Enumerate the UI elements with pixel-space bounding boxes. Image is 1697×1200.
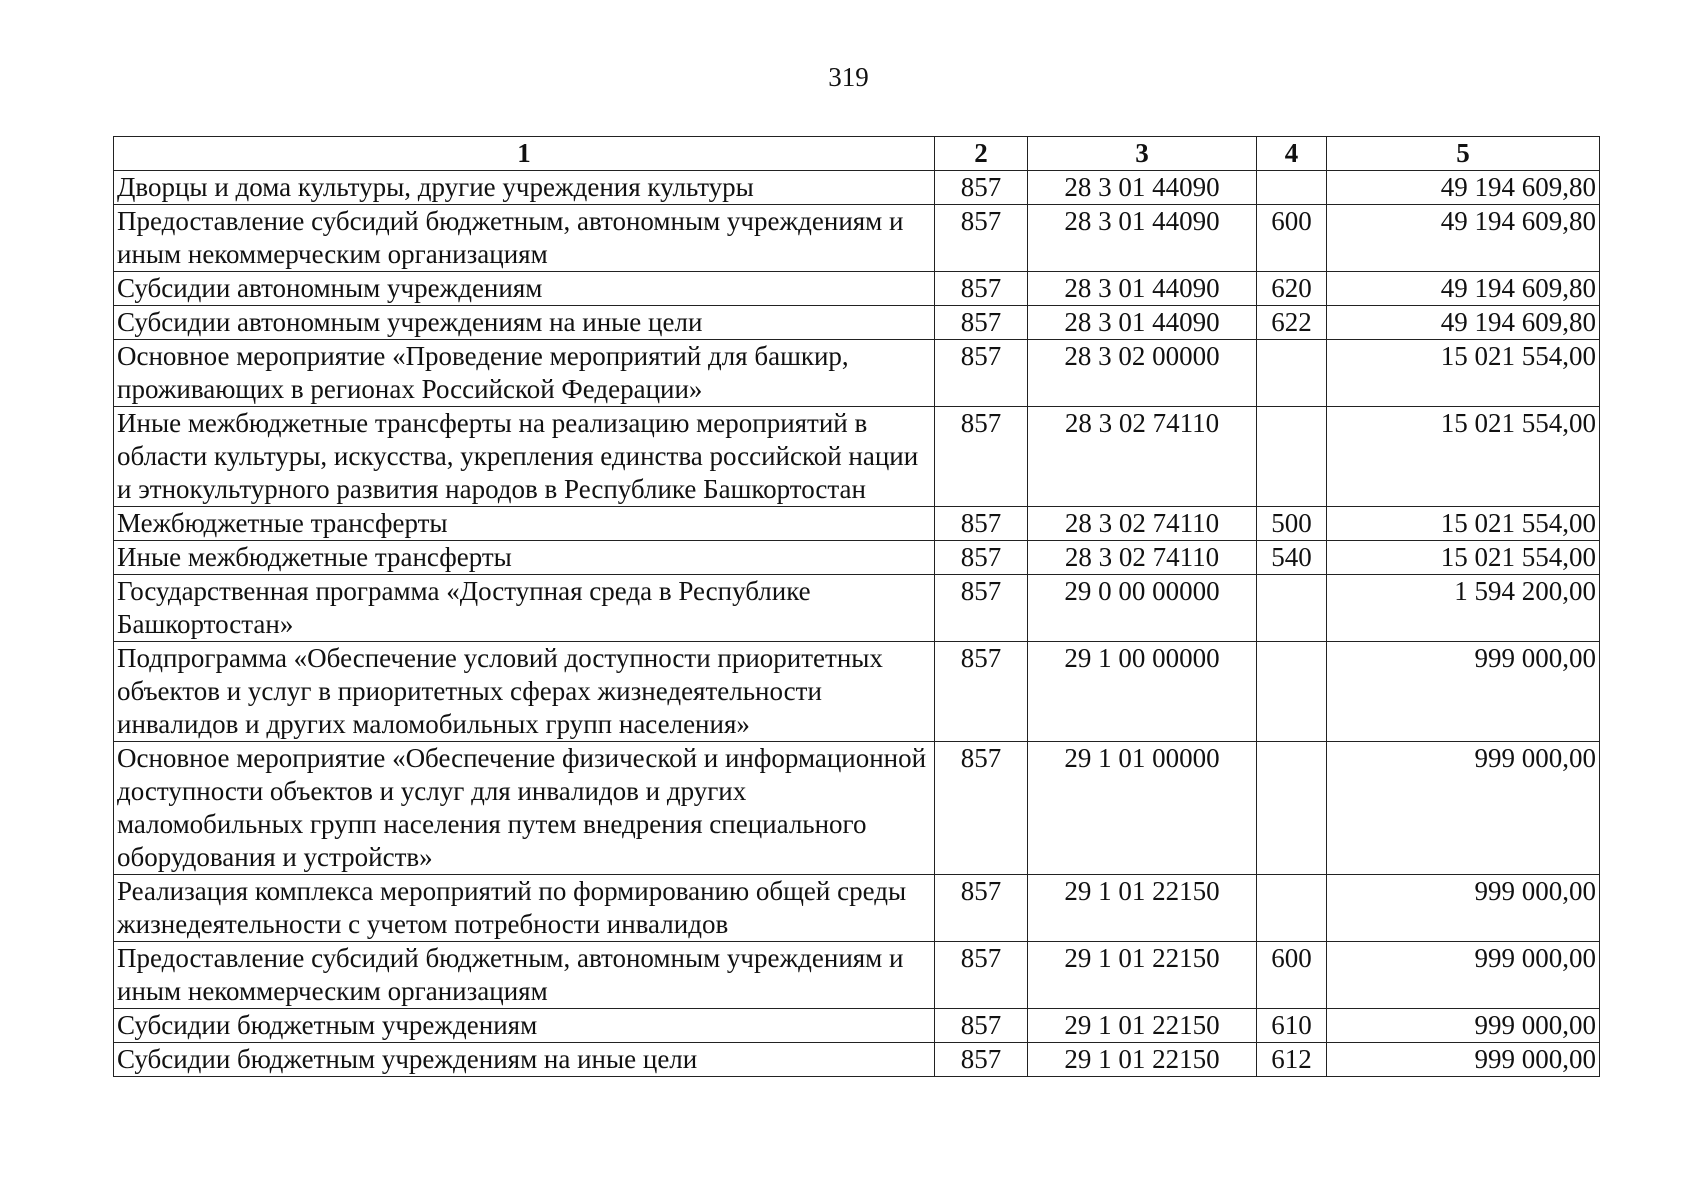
admin-code-cell: 857 [935, 171, 1028, 205]
amount-cell: 999 000,00 [1327, 1009, 1600, 1043]
expense-type-cell: 622 [1257, 306, 1327, 340]
expense-type-cell [1257, 575, 1327, 642]
table-row [114, 642, 1600, 742]
admin-code-cell: 857 [935, 1009, 1028, 1043]
item-name-cell: Государственная программа «Доступная среда в Республике Башкортостан» [114, 575, 935, 642]
target-article-cell: 28 3 01 44090 [1028, 306, 1257, 340]
item-name-cell: Субсидии автономным учреждениям [114, 272, 935, 306]
table-row [114, 942, 1600, 1009]
admin-code-cell: 857 [935, 507, 1028, 541]
item-name-cell: Субсидии бюджетным учреждениям на иные цели [114, 1043, 935, 1077]
amount-cell: 15 021 554,00 [1327, 541, 1600, 575]
target-article-cell: 28 3 02 74110 [1028, 541, 1257, 575]
header-row [114, 137, 1600, 171]
target-article-cell: 28 3 02 74110 [1028, 407, 1257, 507]
item-name-cell: Иные межбюджетные трансферты на реализацию мероприятий в области культуры, искусства, укрепления единства российской нации и этнокультурного развития народов в Республике Башкортостан [114, 407, 935, 507]
admin-code-cell: 857 [935, 306, 1028, 340]
item-name-cell: Дворцы и дома культуры, другие учреждения культуры [114, 171, 935, 205]
target-article-cell: 29 1 01 00000 [1028, 742, 1257, 875]
expense-type-cell [1257, 642, 1327, 742]
item-name-cell: Иные межбюджетные трансферты [114, 541, 935, 575]
admin-code-cell: 857 [935, 875, 1028, 942]
admin-code-cell: 857 [935, 541, 1028, 575]
expense-type-cell [1257, 407, 1327, 507]
item-name-cell: Основное мероприятие «Обеспечение физической и информационной доступности объектов и услуг для инвалидов и других маломобильных групп населения путем внедрения специального оборудования и устройств» [114, 742, 935, 875]
admin-code-cell: 857 [935, 205, 1028, 272]
item-name-cell: Реализация комплекса мероприятий по формированию общей среды жизнедеятельности с учетом потребности инвалидов [114, 875, 935, 942]
table-row [114, 407, 1600, 507]
target-article-cell: 29 1 01 22150 [1028, 1043, 1257, 1077]
expense-type-cell: 600 [1257, 205, 1327, 272]
admin-code-cell: 857 [935, 407, 1028, 507]
admin-code-cell: 857 [935, 742, 1028, 875]
amount-cell: 49 194 609,80 [1327, 171, 1600, 205]
admin-code-cell: 857 [935, 340, 1028, 407]
table-row [114, 541, 1600, 575]
target-article-cell: 28 3 01 44090 [1028, 272, 1257, 306]
expense-type-cell: 620 [1257, 272, 1327, 306]
target-article-cell: 29 1 00 00000 [1028, 642, 1257, 742]
column-header: 2 [935, 137, 1028, 171]
table-row [114, 875, 1600, 942]
expense-type-cell [1257, 742, 1327, 875]
amount-cell: 15 021 554,00 [1327, 407, 1600, 507]
table-row [114, 1009, 1600, 1043]
target-article-cell: 29 1 01 22150 [1028, 875, 1257, 942]
amount-cell: 999 000,00 [1327, 642, 1600, 742]
amount-cell: 999 000,00 [1327, 942, 1600, 1009]
table-row [114, 1043, 1600, 1077]
expense-type-cell [1257, 171, 1327, 205]
column-header: 3 [1028, 137, 1257, 171]
expense-type-cell: 612 [1257, 1043, 1327, 1077]
expense-type-cell: 500 [1257, 507, 1327, 541]
target-article-cell: 29 0 00 00000 [1028, 575, 1257, 642]
target-article-cell: 29 1 01 22150 [1028, 1009, 1257, 1043]
table-row [114, 306, 1600, 340]
amount-cell: 15 021 554,00 [1327, 507, 1600, 541]
expense-type-cell: 600 [1257, 942, 1327, 1009]
amount-cell: 1 594 200,00 [1327, 575, 1600, 642]
column-header: 4 [1257, 137, 1327, 171]
item-name-cell: Подпрограмма «Обеспечение условий доступности приоритетных объектов и услуг в приоритетных сферах жизнедеятельности инвалидов и других маломобильных групп населения» [114, 642, 935, 742]
page-number: 319 [828, 62, 869, 92]
table-row [114, 742, 1600, 875]
table-row [114, 171, 1600, 205]
table-body [114, 171, 1600, 1077]
target-article-cell: 29 1 01 22150 [1028, 942, 1257, 1009]
table-row [114, 340, 1600, 407]
amount-cell: 49 194 609,80 [1327, 205, 1600, 272]
item-name-cell: Субсидии бюджетным учреждениям [114, 1009, 935, 1043]
table-row [114, 205, 1600, 272]
amount-cell: 49 194 609,80 [1327, 272, 1600, 306]
expense-type-cell: 540 [1257, 541, 1327, 575]
target-article-cell: 28 3 01 44090 [1028, 171, 1257, 205]
amount-cell: 999 000,00 [1327, 875, 1600, 942]
item-name-cell: Предоставление субсидий бюджетным, автономным учреждениям и иным некоммерческим организациям [114, 942, 935, 1009]
item-name-cell: Межбюджетные трансферты [114, 507, 935, 541]
table-row [114, 507, 1600, 541]
admin-code-cell: 857 [935, 272, 1028, 306]
admin-code-cell: 857 [935, 942, 1028, 1009]
table-row [114, 575, 1600, 642]
target-article-cell: 28 3 02 74110 [1028, 507, 1257, 541]
column-header: 1 [114, 137, 935, 171]
admin-code-cell: 857 [935, 1043, 1028, 1077]
amount-cell: 999 000,00 [1327, 1043, 1600, 1077]
expense-type-cell [1257, 340, 1327, 407]
admin-code-cell: 857 [935, 575, 1028, 642]
amount-cell: 49 194 609,80 [1327, 306, 1600, 340]
admin-code-cell: 857 [935, 642, 1028, 742]
column-header: 5 [1327, 137, 1600, 171]
target-article-cell: 28 3 02 00000 [1028, 340, 1257, 407]
expense-type-cell [1257, 875, 1327, 942]
item-name-cell: Основное мероприятие «Проведение мероприятий для башкир, проживающих в регионах Российской Федерации» [114, 340, 935, 407]
budget-table [113, 136, 1600, 1077]
item-name-cell: Предоставление субсидий бюджетным, автономным учреждениям и иным некоммерческим организациям [114, 205, 935, 272]
table-row [114, 272, 1600, 306]
target-article-cell: 28 3 01 44090 [1028, 205, 1257, 272]
amount-cell: 999 000,00 [1327, 742, 1600, 875]
amount-cell: 15 021 554,00 [1327, 340, 1600, 407]
expense-type-cell: 610 [1257, 1009, 1327, 1043]
item-name-cell: Субсидии автономным учреждениям на иные цели [114, 306, 935, 340]
